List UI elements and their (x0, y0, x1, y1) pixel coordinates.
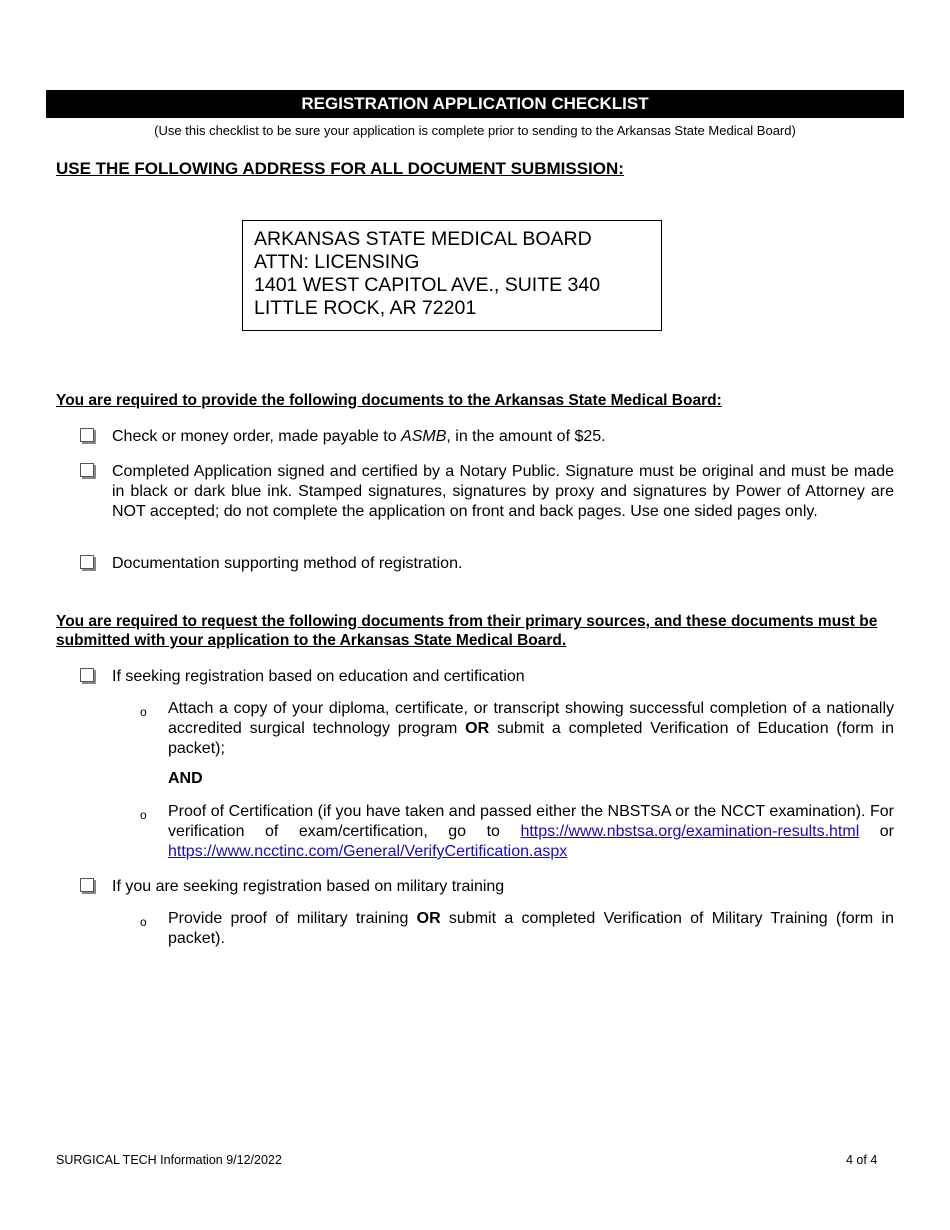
checklist-item-application: Completed Application signed and certified by a Notary Public. Signature must be original and must be made in black or dark blue ink. Stamped signatures, signatures by proxy and signatures by Power of Attorney are NOT accepted; do not complete the application on front and back pages. Use one sided pages only. (80, 462, 894, 522)
bullet-icon: o (140, 705, 147, 719)
address-heading: USE THE FOLLOWING ADDRESS FOR ALL DOCUMENT SUBMISSION: (56, 159, 624, 178)
address-line-4: LITTLE ROCK, AR 72201 (254, 297, 477, 319)
sub-item-certification: o Proof of Certification (if you have taken and passed either the NBSTSA or the NCCT examination). For verification of exam/certification, go to https://www.nbstsa.org/examination-results.html or https://www.ncctinc.com/General/VerifyCertification.aspx (140, 803, 895, 860)
checklist-item-payment: Check or money order, made payable to ASMB, in the amount of $25. (80, 427, 894, 447)
footer-page-number: 4 of 4 (846, 1153, 878, 1167)
checkbox-icon[interactable] (80, 428, 94, 442)
checklist-item-education: If seeking registration based on education and certification (80, 667, 894, 687)
address-box (242, 220, 662, 331)
section-2-heading: You are required to request the following documents from their primary sources, and these documents must be submitted with your application to the Arkansas State Medical Board. (56, 613, 878, 649)
checklist-item-documentation: Documentation supporting method of registration. (80, 554, 894, 574)
bullet-icon: o (140, 915, 147, 929)
address-line-1: ARKANSAS STATE MEDICAL BOARD (254, 228, 592, 250)
ncct-link[interactable]: https://www.ncctinc.com/General/VerifyCertification.aspx (168, 843, 568, 860)
sub-item-diploma: o Attach a copy of your diploma, certificate, or transcript showing successful completion of a nationally accredited surgical technology program OR submit a completed Verification of Education (form in packet); (140, 700, 895, 757)
page-title: REGISTRATION APPLICATION CHECKLIST (46, 90, 904, 118)
footer-document-info: SURGICAL TECH Information 9/12/2022 (56, 1153, 282, 1167)
checkbox-icon[interactable] (80, 878, 94, 892)
nbstsa-link[interactable]: https://www.nbstsa.org/examination-results.html (520, 823, 860, 840)
section-1-heading: You are required to provide the following documents to the Arkansas State Medical Board: (56, 392, 722, 409)
checkbox-icon[interactable] (80, 463, 94, 477)
checkbox-icon[interactable] (80, 555, 94, 569)
checklist-item-military: If you are seeking registration based on military training (80, 877, 894, 897)
checkbox-icon[interactable] (80, 668, 94, 682)
bullet-icon: o (140, 808, 147, 822)
address-line-2: ATTN: LICENSING (254, 251, 420, 273)
subtitle: (Use this checklist to be sure your application is complete prior to sending to the Arkansas State Medical Board) (154, 123, 796, 138)
address-line-3: 1401 WEST CAPITOL AVE., SUITE 340 (254, 274, 601, 296)
and-connector: AND (168, 770, 203, 787)
sub-item-military-proof: o Provide proof of military training OR submit a completed Verification of Military Training (form in packet). (140, 910, 894, 947)
